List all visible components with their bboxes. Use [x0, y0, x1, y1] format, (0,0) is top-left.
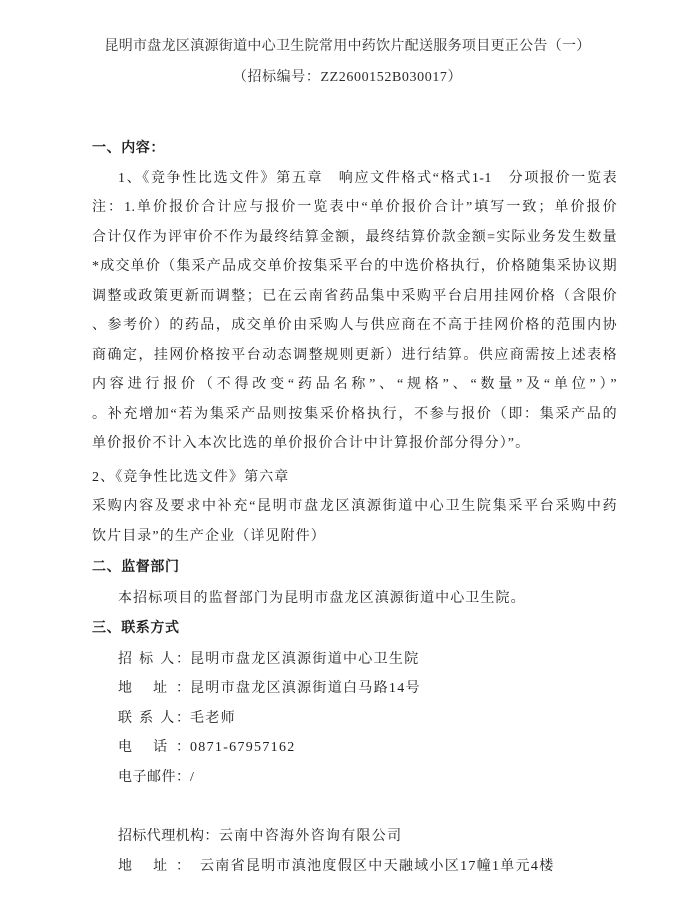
- agency-value: 云南省昆明市滇池度假区中天融域小区17幢1单元4楼: [200, 858, 555, 874]
- contact-label: 电子邮件：: [118, 769, 190, 785]
- content-item-1-line: 、参考价）的药品，成交单价由采购人与供应商在不高于挂网价格的范围内协: [92, 318, 617, 333]
- contact-label: 地 址：: [118, 681, 190, 696]
- contact-label: 联 系 人：: [118, 710, 190, 726]
- content-item-1-line: 1、《竞争性比选文件》第五章 响应文件格式“格式1-1 分项报价一览表: [118, 170, 617, 186]
- section-heading-supervision: 二、监督部门: [92, 560, 180, 575]
- agency-contact-list: [92, 822, 617, 881]
- tenderer-contact-list: [92, 645, 617, 793]
- contact-value: 昆明市盘龙区滇源街道白马路14号: [190, 681, 421, 696]
- agency-label: 地 址：: [118, 858, 190, 874]
- content-item-2: [92, 463, 617, 552]
- agency-row-name: [118, 822, 617, 852]
- content-item-1-line: 内容进行报价（不得改变“药品名称”、“规格”、“数量”及“单位”）”: [92, 377, 617, 392]
- contact-label: 招 标 人：: [118, 651, 190, 667]
- contact-label: 电 话：: [118, 740, 190, 755]
- content-item-1-line: 调整或政策更新而调整；已在云南省药品集中采购平台启用挂网价格（含限价: [92, 288, 617, 304]
- content-item-1-line: 商确定，挂网价格按平台动态调整规则更新）进行结算。供应商需按上述表格: [92, 347, 617, 363]
- content-item-1-line: 单价报价不计入本次比选的单价报价合计中计算报价部分得分）”。: [92, 436, 531, 451]
- tender-number: （招标编号：ZZ2600152B030017）: [232, 70, 463, 85]
- content-item-1-line: 合计仅作为评审价不作为最终结算金额，最终结算价款金额=实际业务发生数量: [92, 229, 617, 245]
- contact-value: 昆明市盘龙区滇源街道中心卫生院: [190, 651, 420, 667]
- contact-row-person: [118, 704, 617, 734]
- content-item-1-line: *成交单价（集采产品成交单价按集采平台的中选价格执行，价格随集采协议期: [92, 259, 617, 274]
- content-item-2-line: 饮片目录”的生产企业（详见附件）: [92, 528, 326, 544]
- section-heading-content: 一、内容：: [92, 141, 165, 156]
- contact-value: /: [190, 769, 196, 785]
- contact-row-tenderer: [118, 645, 617, 675]
- content-item-2-line: 采购内容及要求中补充“昆明市盘龙区滇源街道中心卫生院集采平台采购中药: [92, 499, 617, 514]
- contact-row-phone: [118, 733, 617, 763]
- contact-row-email: [118, 763, 617, 793]
- content-item-2-title: 2、《竞争性比选文件》第六章: [92, 469, 290, 485]
- agency-label: 招标代理机构：: [118, 829, 219, 844]
- document-body: [92, 134, 617, 881]
- content-item-1-line: 注：1.单价报价合计应与报价一览表中“单价报价合计”填写一致；单价报价: [92, 200, 617, 215]
- contact-row-address: [118, 674, 617, 704]
- contact-value: 毛老师: [190, 710, 236, 726]
- section-heading-contact: 三、联系方式: [92, 621, 180, 636]
- agency-value: 云南中咨海外咨询有限公司: [218, 829, 403, 844]
- contact-value: 0871-67957162: [190, 740, 296, 755]
- content-item-1: [92, 164, 617, 459]
- content-item-1-line: 。补充增加“若为集采产品则按集采价格执行，不参与报价（即：集采产品的: [92, 406, 617, 422]
- document-title: 昆明市盘龙区滇源街道中心卫生院常用中药饮片配送服务项目更正公告（一）: [104, 39, 591, 54]
- supervision-text: 本招标项目的监督部门为昆明市盘龙区滇源街道中心卫生院。: [118, 590, 526, 606]
- agency-row-address: [118, 852, 617, 882]
